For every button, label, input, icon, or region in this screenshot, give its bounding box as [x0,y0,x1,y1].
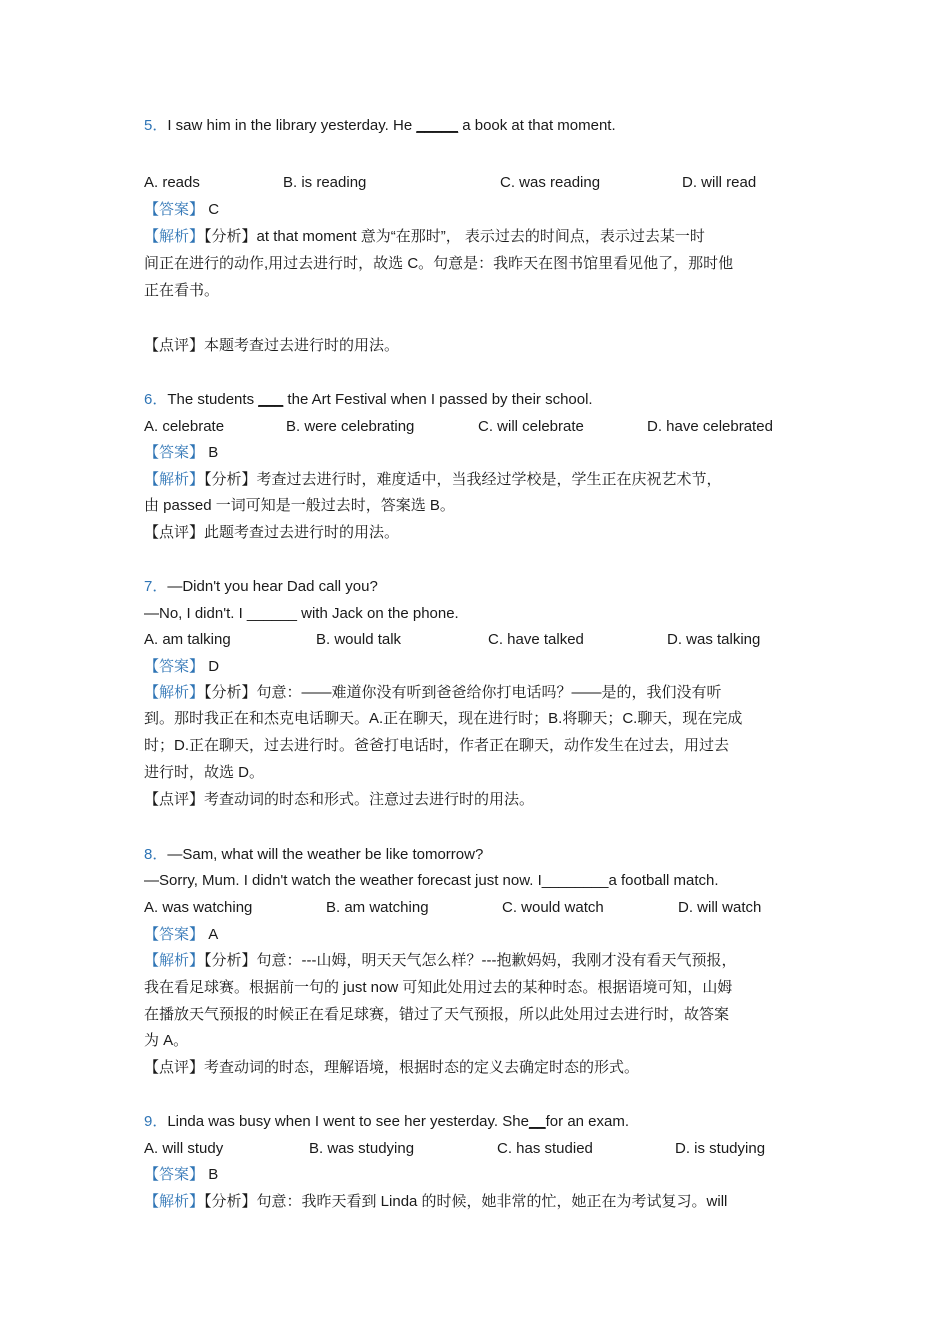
option-d: D. is studying [675,1140,766,1157]
option-d: D. have celebrated [647,418,773,435]
analysis-text: 【分析】句意：——难道你没有听到爸爸给你打电话吗？——是的，我们没有听 [204,684,722,701]
option-c: C. will celebrate [478,418,584,435]
option-b: B. is reading [283,174,367,191]
option-a: A. reads [144,174,200,191]
answer-tag: 【答案】 [144,444,205,461]
analysis-text: 【分析】at that moment 意为“在那时”， 表示过去的时间点，表示过去某一时 [204,228,705,245]
question-number: 7． [144,578,168,595]
stem-text: for an exam. [545,1113,630,1130]
options-row [144,1139,824,1159]
analysis-text: 在播放天气预报的时候正在看足球赛，错过了天气预报，所以此处用过去进行时，故答案 [144,1006,730,1023]
option-b: B. were celebrating [286,418,415,435]
question-number: 5． [144,117,168,134]
answer-line [144,200,219,220]
question-stem [144,1112,629,1132]
answer-blank: _____ [416,117,459,134]
option-c: C. have talked [488,631,584,648]
option-a: A. was watching [144,899,253,916]
answer-value: D [208,658,220,675]
analysis-text: 由 passed 一词可知是一般过去时，答案选 B。 [144,497,455,514]
answer-tag: 【答案】 [144,926,205,943]
analysis-text: 我在看足球赛。根据前一句的 just now 可知此处用过去的某种时态。根据语境可知，山姆 [144,979,733,996]
analysis-text: 正在看书。 [144,282,220,299]
option-a: A. am talking [144,631,231,648]
option-a: A. celebrate [144,418,225,435]
answer-line [144,1165,218,1185]
analysis-tag: 【解析】 [144,1193,205,1210]
question-number: 8． [144,846,168,863]
comment-line: 【点评】此题考查过去进行时的用法。 [144,524,400,541]
question-stem [144,577,378,597]
analysis-line [144,1192,727,1212]
question-stem [144,845,483,865]
option-b: B. am watching [326,899,429,916]
comment-line: 【点评】考查动词的时态和形式。注意过去进行时的用法。 [144,791,535,808]
answer-tag: 【答案】 [144,1166,205,1183]
stem-text: —Didn't you hear Dad call you? [167,578,378,595]
answer-line [144,657,219,677]
analysis-line [144,227,705,247]
stem-text: —No, I didn't. I ______ with Jack on the phone. [144,605,459,622]
analysis-text: 时；D.正在聊天，过去进行时。爸爸打电话时，作者正在聊天，动作发生在过去，用过去 [144,737,730,754]
answer-value: B [208,1166,219,1183]
analysis-tag: 【解析】 [144,471,205,488]
answer-tag: 【答案】 [144,201,205,218]
analysis-line [144,683,722,703]
stem-text: —Sorry, Mum. I didn't watch the weather forecast just now. I________a football match. [144,872,719,889]
answer-line [144,925,218,945]
options-row [144,173,824,193]
question-stem [144,390,593,410]
answer-blank: __ [528,1113,546,1130]
stem-text: the Art Festival when I passed by their school. [283,391,593,408]
question-number: 9． [144,1113,168,1130]
answer-blank: ___ [258,391,284,408]
analysis-tag: 【解析】 [144,684,205,701]
analysis-text: 进行时，故选 D。 [144,764,265,781]
option-d: D. will read [682,174,757,191]
analysis-text: 【分析】考查过去进行时，难度适中，当我经过学校是，学生正在庆祝艺术节， [204,471,722,488]
stem-text: a book at that moment. [458,117,616,134]
option-c: C. was reading [500,174,601,191]
comment-line: 【点评】考查动词的时态，理解语境，根据时态的定义去确定时态的形式。 [144,1059,640,1076]
analysis-text: 【分析】句意：---山姆，明天天气怎么样？---抱歉妈妈，我刚才没有看天气预报， [204,952,737,969]
analysis-text: 到。那时我正在和杰克电话聊天。A.正在聊天，现在进行时；B.将聊天；C.聊天，现在完成 [144,710,743,727]
analysis-text: 间正在进行的动作,用过去进行时，故选 C。句意是：我昨天在图书馆里看见他了，那时他 [144,255,734,272]
answer-line [144,443,218,463]
comment-line: 【点评】本题考查过去进行时的用法。 [144,337,400,354]
option-a: A. will study [144,1140,224,1157]
stem-text: The students [167,391,259,408]
option-d: D. was talking [667,631,761,648]
options-row [144,417,824,437]
answer-value: A [208,926,219,943]
analysis-text: 为 A。 [144,1032,189,1049]
analysis-line [144,470,722,490]
option-c: C. has studied [497,1140,593,1157]
analysis-tag: 【解析】 [144,952,205,969]
question-stem [144,116,616,136]
question-number: 6． [144,391,168,408]
stem-text: Linda was busy when I went to see her yesterday. She [167,1113,529,1130]
option-d: D. will watch [678,899,762,916]
stem-text: —Sam, what will the weather be like tomorrow? [167,846,484,863]
answer-value: B [208,444,219,461]
option-c: C. would watch [502,899,604,916]
options-row [144,630,824,650]
answer-tag: 【答案】 [144,658,205,675]
analysis-text: 【分析】句意：我昨天看到 Linda 的时候，她非常的忙，她正在为考试复习。will [204,1193,728,1210]
stem-text: I saw him in the library yesterday. He [167,117,417,134]
analysis-tag: 【解析】 [144,228,205,245]
option-b: B. would talk [316,631,402,648]
analysis-line [144,951,737,971]
option-b: B. was studying [309,1140,415,1157]
answer-value: C [208,201,220,218]
options-row [144,898,824,918]
document-page [144,0,824,1344]
